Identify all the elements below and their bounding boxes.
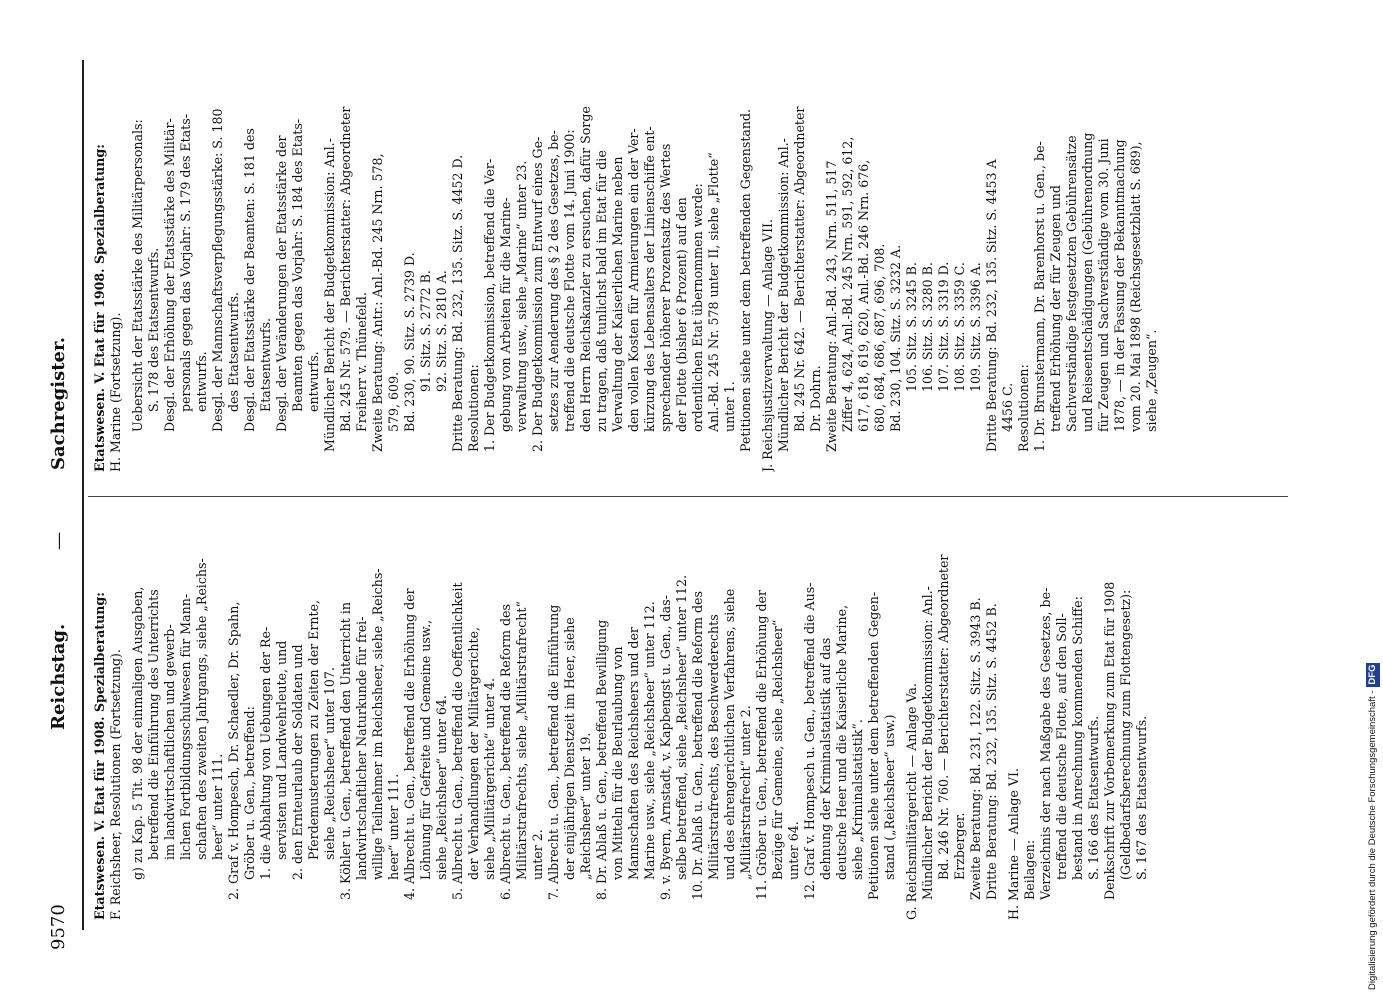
index-entry-line: Pferdemusterungen zu Zeiten der Ernte, (306, 599, 321, 860)
index-entry-line: Beamten gegen das Vorjahr: S. 184 des Etats- (290, 118, 305, 412)
index-entry-line: 107. Sitz. S. 3319 D. (936, 261, 951, 392)
page-number: 9570 (48, 904, 69, 950)
index-entry-line: der Flotte (bisher 6 Prozent) auf den (674, 197, 689, 432)
index-entry-line: Zweite Beratung: Bd. 231, 122. Sitz. S. 3943 B. (968, 597, 983, 900)
index-entry-line: Mündlicher Bericht der Budgetkommission: Anl.- (776, 138, 791, 452)
index-entry-line: lichen Fortbildungsschulwesen für Mann- (178, 593, 193, 860)
index-entry-line: schaften des zweiten Jahrgangs, siehe „Reichs- (194, 558, 209, 860)
index-entry-line: Beilagen: (1022, 839, 1037, 900)
index-entry-line: deutsche Heer und die Kaiserliche Marine, (834, 604, 849, 880)
index-entry-line: 92. Sitz. S. 2810 A. (434, 270, 449, 392)
index-entry-line: des Etatsentwurfs. (226, 292, 241, 412)
index-entry-line: der Verhandlungen der Militärgerichte, (466, 627, 481, 880)
index-entry-line: Freiherr v. Thünefeld. (354, 292, 369, 432)
index-entry-line: Bd. 245 Nr. 579. — Berichterstatter: Abgeordneter (338, 106, 353, 432)
index-entry-line: 2. Graf v. Hompesch, Dr. Schaedler, Dr. Spahn, (226, 601, 241, 900)
index-entry-line: Desgl. der Etatsstärke der Beamten: S. 181 des (242, 128, 257, 432)
index-entry-line: Dritte Beratung: Bd. 232, 135. Sitz. S. 4452 B. (984, 603, 999, 900)
index-entry-line: treffend die deutsche Flotte, auf den Soll- (1054, 613, 1069, 880)
index-entry-line: Dr. Dohrn. (808, 365, 823, 432)
index-entry-line: „Reichsheer“ unter 19. (578, 732, 593, 880)
index-entry-line: Etatswesen. V. Etat für 1908. Spezialberatung: (92, 144, 107, 472)
index-entry-line: Bezüge für Gemeine, siehe „Reichsheer“ (770, 619, 785, 880)
index-entry-line: Etatswesen. V. Etat für 1908. Spezialberatung: (92, 592, 107, 920)
index-entry-line: 5. Albrecht u. Gen., betreffend die Oeffentlichkeit (450, 582, 465, 900)
digitization-text: Digitalisierung gefördert durch die Deutsche Forschungsgemeinschaft - (1367, 690, 1378, 990)
index-entry-line: F. Reichsheer, Resolutionen (Fortsetzung). (108, 649, 123, 920)
index-entry-line: ordentlichen Etat übernommen werde: (690, 183, 705, 432)
index-entry-line: Anl.-Bd. 245 Nr. 578 unter II, siehe „Flotte“ (706, 152, 721, 432)
index-entry-line: unter 64. (786, 821, 801, 880)
index-entry-line: siehe „Reichsheer“ unter 64. (434, 695, 449, 880)
index-entry-line: treffend Erhöhung der für Zeugen und (1048, 185, 1063, 432)
index-entry-line: von Mitteln für die Beurlaubung von (610, 646, 625, 880)
index-entry-line: unter 2. (530, 829, 545, 880)
index-entry-line: 11. Gröber u. Gen., betreffend die Erhöhung der (754, 590, 769, 900)
index-entry-line: 680, 684, 686, 687, 696, 708. (872, 243, 887, 432)
index-entry-line: vom 20. Mai 1898 (Reichsgesetzblatt S. 689), (1128, 141, 1143, 432)
index-entry-line: 579, 609. (386, 371, 401, 432)
header-rule (82, 60, 84, 930)
index-entry-line: den vollen Kosten für Armierungen ein der Ver- (626, 128, 641, 432)
index-entry-line: Petitionen siehe unter dem betreffenden Gegen- (866, 591, 881, 900)
index-entry-line: Bd. 246 Nr. 760. — Berichterstatter: Abgeordneter (936, 554, 951, 880)
index-entry-line: Sachverständige festgesetzten Gebührensätze (1064, 135, 1079, 432)
index-entry-line: 4456 C. (1000, 382, 1015, 432)
index-entry-line: den Herrn Reichskanzler zu ersuchen, dafür Sorge (578, 106, 593, 432)
index-entry-line: stand („Reichsheer“ usw.) (882, 714, 897, 880)
index-entry-line: kürzung des Lebensalters der Linienschiffe ent- (642, 126, 657, 432)
index-entry-line: personals gegen das Vorjahr: S. 179 des Etats- (178, 114, 193, 412)
index-entry-line: 108. Sitz. S. 3359 C. (952, 262, 967, 392)
index-entry-line: für Zeugen und Sachverständige vom 30. Juni (1096, 138, 1111, 432)
dfg-logo: DFG (1367, 664, 1378, 685)
index-entry-line: 8. Dr. Ablaß u. Gen., betreffend Bewilligung (594, 619, 609, 900)
index-entry-line: bestand in Anrechnung kommenden Schiffe: (1070, 596, 1085, 880)
index-entry-line: siehe „Zeugen“. (1144, 329, 1159, 432)
index-entry-line: dehnung der Kriminalstatistik auf das (818, 637, 833, 880)
index-entry-line: 2. Der Budgetkommission zum Entwurf eines Ge- (530, 136, 545, 452)
index-entry-line: betreffend die Einführung des Unterrichts (146, 589, 161, 860)
right-column (92, 42, 1272, 472)
running-title-separator: — (48, 532, 69, 550)
index-entry-line: G. Reichsmilitärgericht — Anlage Va. (904, 683, 919, 920)
index-entry-line: 2. den Ernteurlaub der Soldaten und (290, 644, 305, 880)
index-entry-line: Petitionen siehe unter dem betreffenden Gegenstand. (738, 108, 753, 452)
digitization-note (1366, 10, 1380, 990)
index-entry-line: Bd. 245 Nr. 642. — Berichterstatter: Abgeordneter (792, 106, 807, 432)
index-entry-line: Denkschrift zur Vorbemerkung zum Etat für 1908 (1102, 581, 1117, 900)
index-entry-line: 1. Dr. Brunstermann, Dr. Barenhorst u. Gen., be- (1032, 141, 1047, 452)
index-entry-line: selbe betreffend, siehe „Reichsheer“ unter 112. (674, 575, 689, 880)
digitization-margin (1366, 10, 1380, 990)
running-header (36, 50, 76, 950)
index-entry-line: 106. Sitz. S. 3280 B. (920, 262, 935, 392)
index-entry-line: Verzeichnis der nach Maßgabe des Gesetzes, be- (1038, 587, 1053, 900)
index-entry-line: Bd. 230, 104. Sitz. S. 3232 A. (888, 244, 903, 432)
index-entry-line: Zweite Beratung: Anl.-Bd. 243, Nrn. 511, 517 (824, 160, 839, 452)
index-entry-line: Bd. 230, 90. Sitz. S. 2739 D. (402, 252, 417, 432)
index-entry-line: Gröber u. Gen., betreffend: (242, 706, 257, 880)
index-entry-line: Militärstrafrechts, siehe „Militärstrafrecht“ (514, 601, 529, 880)
index-entry-line: 3. Köhler u. Gen., betreffend den Unterricht in (338, 602, 353, 900)
index-entry-line: 1. Der Budgetkommission, betreffend die Ver- (482, 158, 497, 452)
index-entry-line: heer“ unter 111. (386, 773, 401, 880)
index-entry-line: 1878, — in der Fassung der Bekanntmachung (1112, 139, 1127, 432)
index-entry-line: Desgl. der Veränderungen der Etatsstärke der (274, 135, 289, 432)
index-entry-line: sprechender höherer Prozentsatz des Wertes (658, 143, 673, 432)
index-entry-line: 1. die Abhaltung von Uebungen der Re- (258, 626, 273, 880)
index-entry-line: 617, 618, 619, 620, Anl.-Bd. 246 Nrn. 676, (856, 159, 871, 432)
index-entry-line: „Militärstrafrecht“ unter 2. (738, 705, 753, 880)
index-entry-line: 109. Sitz. S. 3396 A. (968, 262, 983, 392)
index-entry-line: zu tragen, daß tunlichst bald im Etat für die (594, 150, 609, 432)
index-entry-line: Zweite Beratung: Antr.: Anl.-Bd. 245 Nrn. 578, (370, 153, 385, 452)
index-entry-line: J. Reichsjustizverwaltung — Anlage VII. (760, 218, 775, 472)
index-entry-line: Desgl. der Mannschaftsverpflegungsstärke: S. 180 (210, 108, 225, 432)
index-entry-line: servisten und Landwehrleute, und (274, 640, 289, 860)
index-entry-line: 6. Albrecht u. Gen., betreffend die Reform des (498, 604, 513, 900)
index-entry-line: Resolutionen: (1016, 364, 1031, 452)
running-title-left: Reichstag. (48, 623, 69, 730)
index-entry-line: setzes zur Aenderung des § 2 des Gesetzes, be- (546, 130, 561, 432)
index-entry-line: heer“ unter 111. (210, 753, 225, 860)
index-entry-line: willige Teilnehmer im Reichsheer, siehe „Reichs- (370, 568, 385, 880)
running-title-right: Sachregister. (48, 336, 69, 470)
index-entry-line: Ziffer 4, 624, Anl.-Bd. 245 Nrn. 591, 592, 612, (840, 136, 855, 432)
index-entry-line: siehe „Reichsheer“ unter 107. (322, 667, 337, 860)
index-entry-line: Uebersicht der Etatsstärke des Militärpersonals: (130, 119, 145, 432)
index-entry-line: siehe „Kriminalstatistik“. (850, 719, 865, 880)
index-entry-line: g) zu Kap. 5 Tit. 98 der einmaligen Ausgaben, (130, 586, 145, 880)
index-entry-line: entwurfs. (306, 351, 321, 412)
index-entry-line: Mannschaften des Reichsheers und der (626, 627, 641, 880)
index-entry-line: entwurfs. (194, 351, 209, 412)
index-entry-line: verwaltung usw., siehe „Marine“ unter 23. (514, 160, 529, 432)
index-entry-line: 91. Sitz. S. 2772 B. (418, 270, 433, 392)
index-entry-line: Verwaltung der Kaiserlichen Marine neben (610, 156, 625, 432)
index-entry-line: Etatsentwurfs. (258, 318, 273, 412)
column-divider (88, 496, 1288, 497)
index-entry-line: S. 166 des Etatsentwurfs. (1086, 715, 1101, 880)
index-entry-line: landwirtschaftlicher Naturkunde für frei- (354, 616, 369, 880)
index-entry-line: Resolutionen: (466, 364, 481, 452)
index-entry-line: gebung von Arbeiten für die Marine- (498, 197, 513, 432)
index-entry-line: 7. Albrecht u. Gen., betreffend die Einführung (546, 604, 561, 900)
left-column (92, 500, 1272, 920)
index-entry-line: 4. Albrecht u. Gen., betreffend die Erhöhung der (402, 588, 417, 900)
index-entry-line: 105. Sitz. S. 3245 B. (904, 262, 919, 392)
index-entry-line: 9. v. Byern, Arnstadt, v. Kapbengst u. Gen., das- (658, 595, 673, 900)
index-entry-line: Mündlicher Bericht der Budgetkommission: Anl.- (322, 138, 337, 452)
index-entry-line: Dritte Beratung: Bd. 232, 135. Sitz. S. 4453 A (984, 159, 999, 452)
index-entry-line: siehe „Militärgerichte“ unter 4. (482, 677, 497, 880)
index-entry-line: S. 167 des Etatsentwurfs. (1134, 715, 1149, 880)
index-entry-line: 10. Dr. Ablaß u. Gen., betreffend die Reform des (690, 591, 705, 900)
index-entry-line: Löhnung für Gefreite und Gemeine usw., (418, 619, 433, 880)
index-entry-line: Dritte Beratung: Bd. 232, 135. Sitz. S. 4452 D. (450, 154, 465, 452)
index-entry-line: unter 1. (722, 381, 737, 432)
index-entry-line: und des ehrengerichtlichen Verfahrens, siehe (722, 588, 737, 880)
index-entry-line: und Reiseentschädigungen (Gebührenordnung (1080, 132, 1095, 432)
index-entry-line: Desgl. der Erhöhung der Etatsstärke des Militär- (162, 118, 177, 432)
index-entry-line: treffend die deutsche Flotte vom 14. Juni 1900: (562, 129, 577, 432)
index-entry-line: Mündlicher Bericht der Budgetkommission: Anl.- (920, 586, 935, 900)
index-entry-line: Marine usw., siehe „Reichsheer“ unter 112. (642, 601, 657, 880)
index-entry-line: H. Marine — Anlage VI. (1006, 768, 1021, 920)
index-entry-line: der einjährigen Dienstzeit im Heer, siehe (562, 617, 577, 880)
index-entry-line: (Geldbedarfsberechnung zum Flottengesetz): (1118, 589, 1133, 880)
index-entry-line: H. Marine (Fortsetzung). (108, 312, 123, 472)
index-entry-line: Erzberger. (952, 812, 967, 880)
index-entry-line: im landwirtschaftlichen und gewerb- (162, 624, 177, 860)
index-entry-line: Militärstrafrechts, des Beschwerderechts (706, 614, 721, 880)
index-entry-line: S. 178 des Etatsentwurfs. (146, 247, 161, 412)
index-entry-line: 12. Graf v. Hompesch u. Gen., betreffend die Aus- (802, 582, 817, 900)
